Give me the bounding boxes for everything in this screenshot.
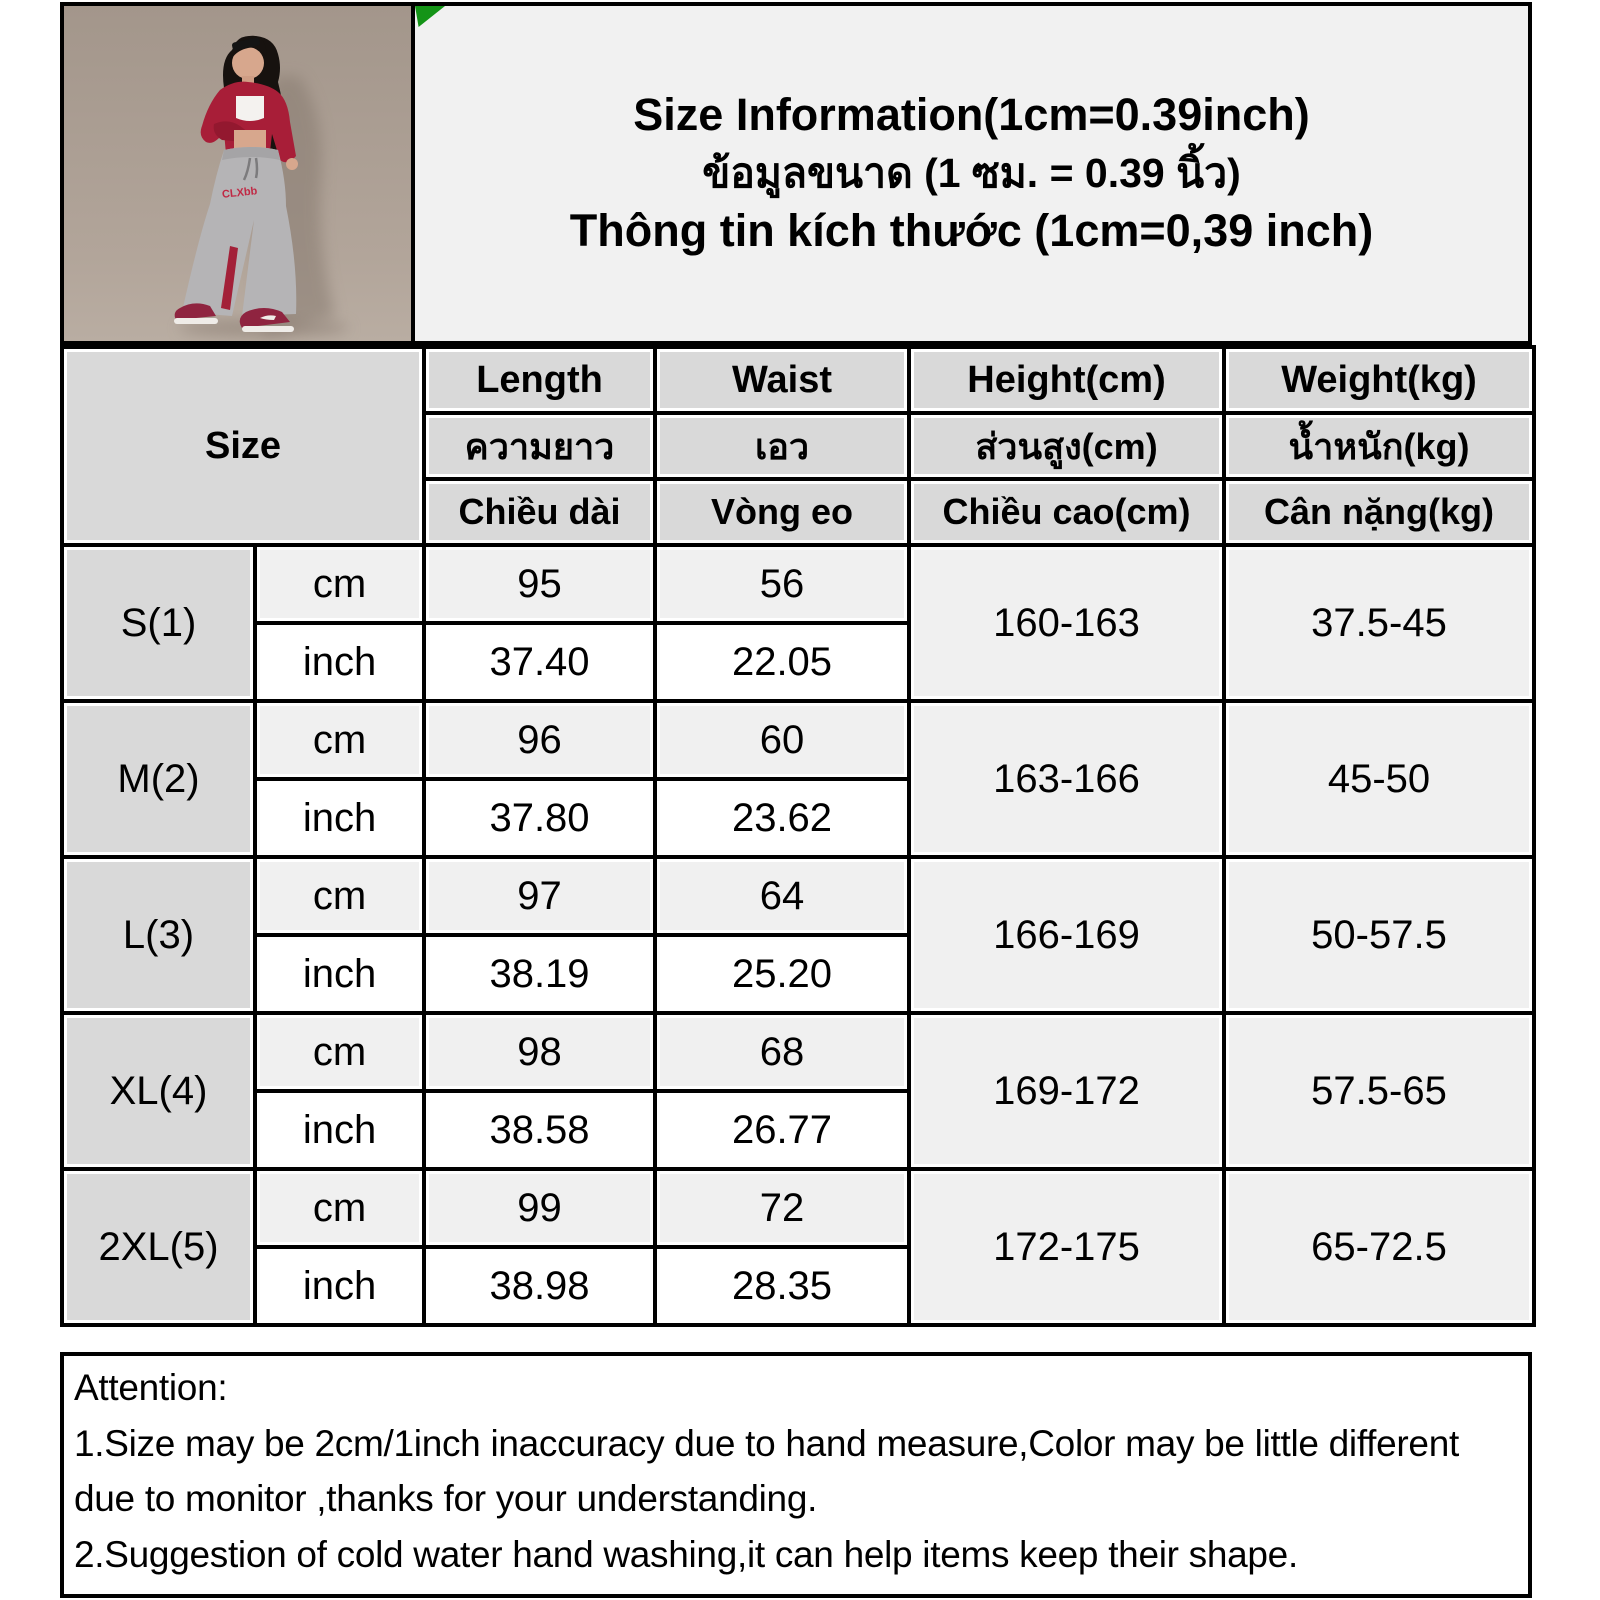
attention-note-2: 2.Suggestion of cold water hand washing,it can help items keep their shape. — [74, 1533, 1298, 1575]
size-name-cell: L(3) — [62, 857, 255, 1013]
length-inch-value: 37.40 — [424, 623, 655, 701]
title-english: Size Information(1cm=0.39inch) — [633, 89, 1310, 141]
height-range-value: 166-169 — [909, 857, 1224, 1013]
height-range-value: 172-175 — [909, 1169, 1224, 1325]
col-header-waist-th: เอว — [655, 413, 909, 479]
product-photo — [60, 2, 415, 345]
length-cm-value: 99 — [424, 1169, 655, 1247]
weight-range-value: 65-72.5 — [1224, 1169, 1534, 1325]
table-row — [62, 1169, 1534, 1247]
col-header-waist-en: Waist — [655, 347, 909, 413]
length-inch-value: 38.98 — [424, 1247, 655, 1325]
height-range-value: 160-163 — [909, 545, 1224, 701]
size-table — [60, 345, 1536, 1327]
col-header-height-th: ส่วนสูง(cm) — [909, 413, 1224, 479]
table-row — [62, 545, 1534, 623]
unit-cm-cell: cm — [255, 1169, 424, 1247]
waist-inch-value: 25.20 — [655, 935, 909, 1013]
waist-cm-value: 64 — [655, 857, 909, 935]
unit-inch-cell: inch — [255, 1247, 424, 1325]
unit-cm-cell: cm — [255, 857, 424, 935]
col-header-length-vi: Chiều dài — [424, 479, 655, 545]
col-header-height-vi: Chiều cao(cm) — [909, 479, 1224, 545]
size-name-cell: S(1) — [62, 545, 255, 701]
attention-box — [60, 1352, 1532, 1598]
length-cm-value: 95 — [424, 545, 655, 623]
top-row — [60, 2, 1532, 345]
col-header-weight-th: น้ำหนัก(kg) — [1224, 413, 1534, 479]
length-cm-value: 97 — [424, 857, 655, 935]
unit-inch-cell: inch — [255, 1091, 424, 1169]
weight-range-value: 37.5-45 — [1224, 545, 1534, 701]
green-corner-marker-icon — [415, 6, 445, 27]
length-cm-value: 96 — [424, 701, 655, 779]
white-crop-top — [236, 96, 264, 121]
unit-cm-cell: cm — [255, 701, 424, 779]
size-header-cell: Size — [62, 347, 424, 545]
waist-inch-value: 22.05 — [655, 623, 909, 701]
col-header-weight-vi: Cân nặng(kg) — [1224, 479, 1534, 545]
table-row — [62, 857, 1534, 935]
pants-logo-text: CLXbb — [221, 185, 258, 201]
size-name-cell: XL(4) — [62, 1013, 255, 1169]
left-sole — [174, 318, 218, 324]
table-row — [62, 1013, 1534, 1091]
height-range-value: 163-166 — [909, 701, 1224, 857]
title-box — [411, 2, 1532, 345]
product-photo-illustration — [64, 6, 411, 341]
height-range-value: 169-172 — [909, 1013, 1224, 1169]
length-inch-value: 38.58 — [424, 1091, 655, 1169]
unit-inch-cell: inch — [255, 935, 424, 1013]
unit-cm-cell: cm — [255, 1013, 424, 1091]
col-header-height-en: Height(cm) — [909, 347, 1224, 413]
waist-inch-value: 23.62 — [655, 779, 909, 857]
unit-inch-cell: inch — [255, 779, 424, 857]
weight-range-value: 50-57.5 — [1224, 857, 1534, 1013]
waist-inch-value: 28.35 — [655, 1247, 909, 1325]
col-header-waist-vi: Vòng eo — [655, 479, 909, 545]
right-sole — [242, 326, 294, 332]
col-header-length-th: ความยาว — [424, 413, 655, 479]
size-name-cell: 2XL(5) — [62, 1169, 255, 1325]
waist-cm-value: 72 — [655, 1169, 909, 1247]
weight-range-value: 45-50 — [1224, 701, 1534, 857]
waist-inch-value: 26.77 — [655, 1091, 909, 1169]
attention-heading: Attention: — [74, 1367, 228, 1408]
length-inch-value: 37.80 — [424, 779, 655, 857]
waist-cm-value: 56 — [655, 545, 909, 623]
unit-cm-cell: cm — [255, 545, 424, 623]
attention-note-1: 1.Size may be 2cm/1inch inaccuracy due to hand measure,Color may be little different due to monitor ,thanks for your understanding. — [74, 1422, 1459, 1519]
unit-inch-cell: inch — [255, 623, 424, 701]
weight-range-value: 57.5-65 — [1224, 1013, 1534, 1169]
waist-cm-value: 68 — [655, 1013, 909, 1091]
length-inch-value: 38.19 — [424, 935, 655, 1013]
hand-2 — [286, 158, 298, 170]
col-header-length-en: Length — [424, 347, 655, 413]
title-vietnamese: Thông tin kích thước (1cm=0,39 inch) — [569, 205, 1374, 257]
waist-cm-value: 60 — [655, 701, 909, 779]
title-thai: ข้อมูลขนาด (1 ซม. = 0.39 นิ้ว) — [702, 149, 1241, 196]
size-name-cell: M(2) — [62, 701, 255, 857]
table-row — [62, 701, 1534, 779]
header-row-english — [62, 347, 1534, 413]
length-cm-value: 98 — [424, 1013, 655, 1091]
col-header-weight-en: Weight(kg) — [1224, 347, 1534, 413]
